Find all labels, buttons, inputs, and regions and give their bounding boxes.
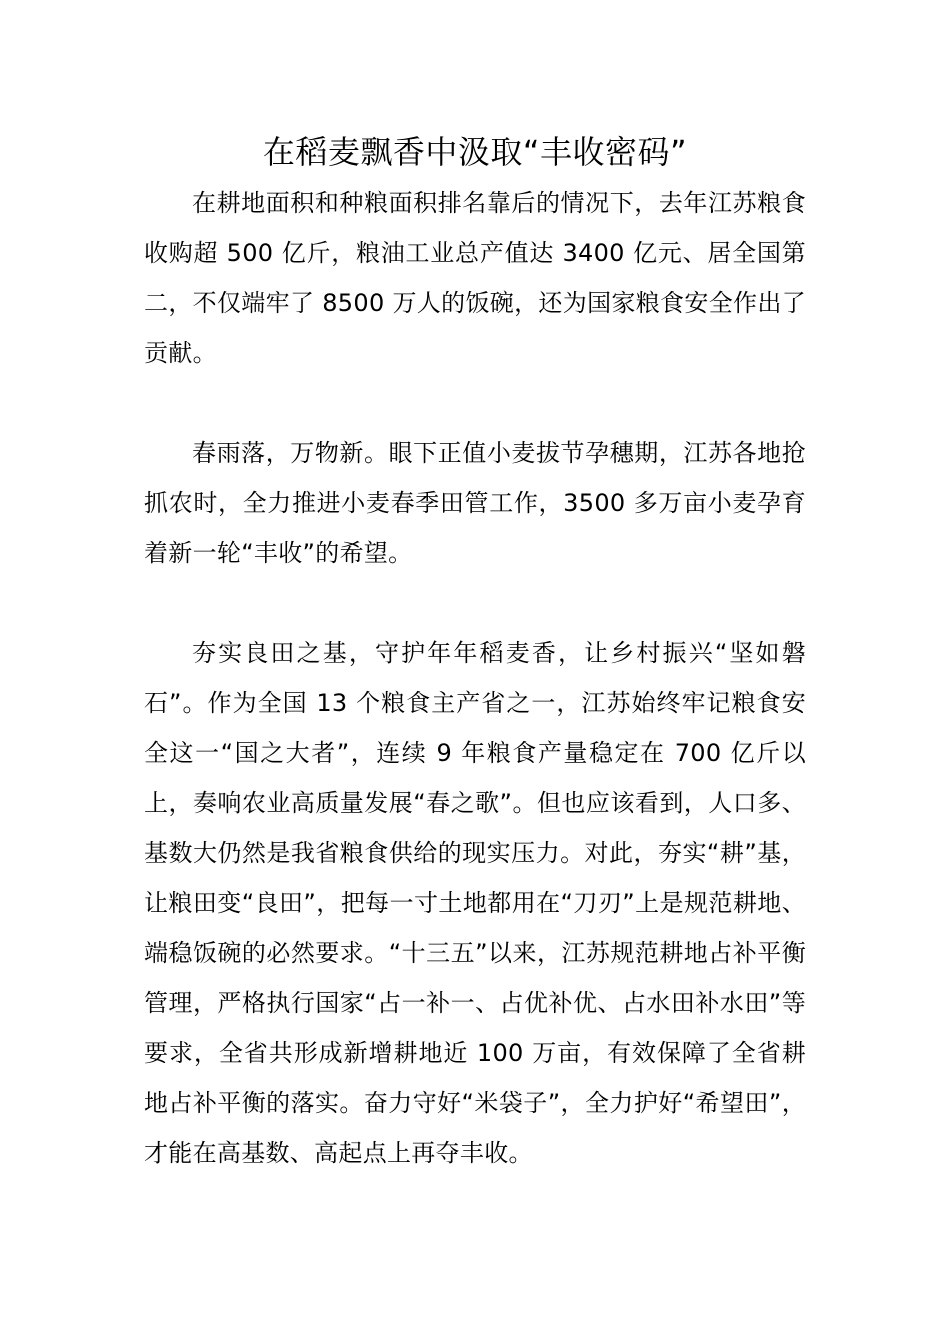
document-body	[144, 178, 806, 1178]
paragraph-spacer	[144, 578, 806, 628]
paragraph-1: 在耕地面积和种粮面积排名靠后的情况下，去年江苏粮食收购超 500 亿斤，粮油工业总产值达 3400 亿元、居全国第二，不仅端牢了 8500 万人的饭碗，还为国家粮食安全作出了贡献。	[144, 189, 806, 367]
paragraph-spacer	[144, 378, 806, 428]
document-title: 在稻麦飘香中汲取“丰收密码”	[262, 133, 688, 171]
paragraph-2: 春雨落，万物新。眼下正值小麦拔节孕穗期，江苏各地抢抓农时，全力推进小麦春季田管工作，3500 多万亩小麦孕育着新一轮“丰收”的希望。	[144, 439, 806, 567]
paragraph-3: 夯实良田之基，守护年年稻麦香，让乡村振兴“坚如磐石”。作为全国 13 个粮食主产省之一，江苏始终牢记粮食安全这一“国之大者”，连续 9 年粮食产量稳定在 700 亿斤以上，奏响农业高质量发展“春之歌”。但也应该看到，人口多、基数大仍然是我省粮食供给的现实压力。对此，夯实“耕”基，让粮田变“良田”，把每一寸土地都用在“刀刃”上是规范耕地、端稳饭碗的必然要求。“十三五”以来，江苏规范耕地占补平衡管理，严格执行国家“占一补一、占优补优、占水田补水田”等要求，全省共形成新增耕地近 100 万亩，有效保障了全省耕地占补平衡的落实。奋力守好“米袋子”，全力护好“希望田”，才能在高基数、高起点上再夺丰收。	[144, 639, 806, 1167]
